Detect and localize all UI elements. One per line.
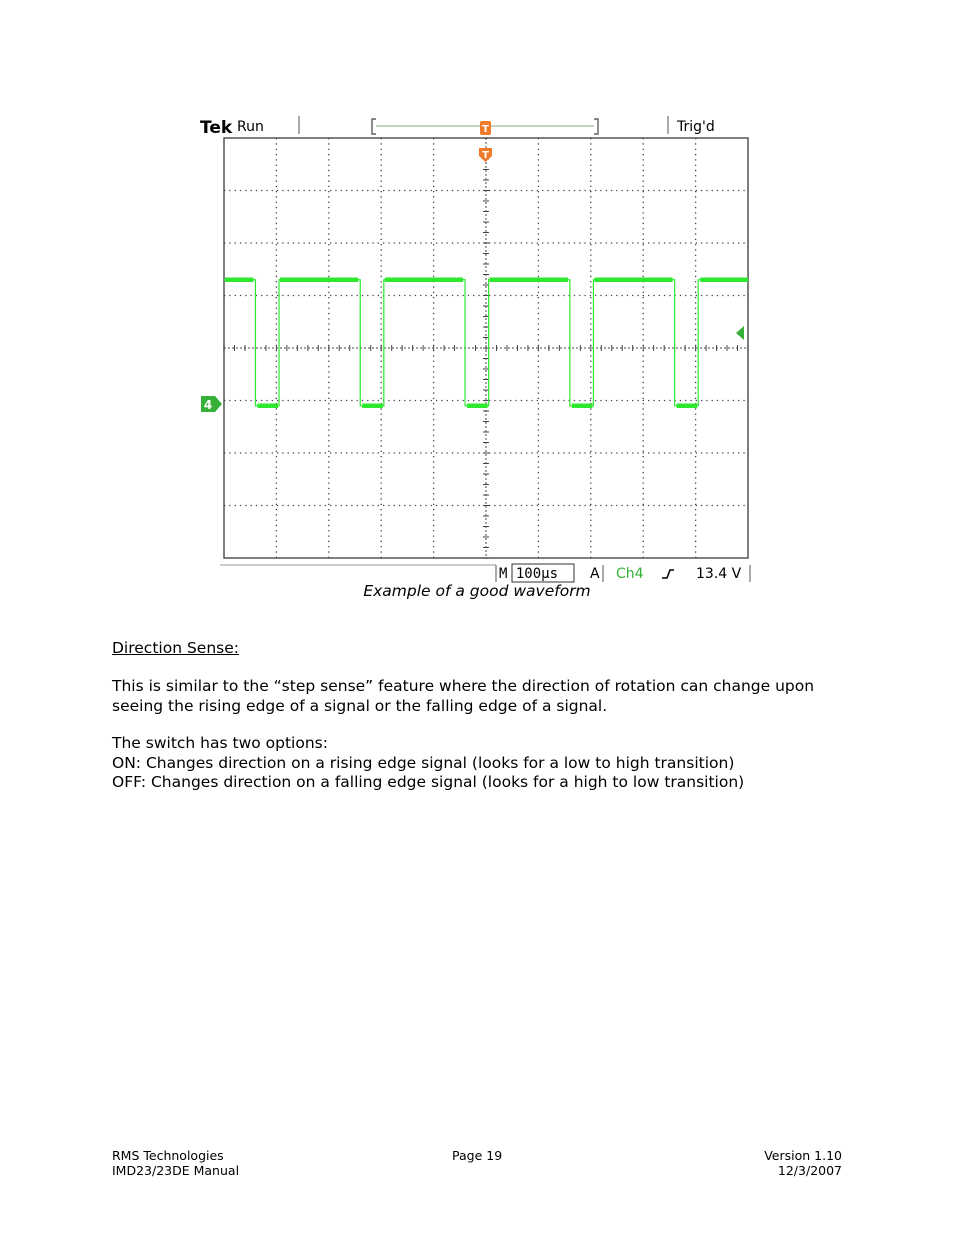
trigger-channel: Ch4 bbox=[616, 566, 644, 582]
footer-version: Version 1.10 bbox=[764, 1148, 842, 1163]
trigger-level: 13.4 V bbox=[696, 566, 742, 582]
footer-page-number: Page 19 bbox=[452, 1148, 503, 1163]
trigger-position-icon bbox=[480, 121, 491, 135]
record-bracket-left bbox=[372, 119, 376, 134]
bottom-status-bar bbox=[220, 564, 750, 582]
option-off: OFF: Changes direction on a falling edge signal (looks for a high to low transition) bbox=[112, 773, 745, 791]
run-status: Run bbox=[237, 119, 264, 135]
trigger-status: Trig'd bbox=[677, 119, 715, 135]
rising-edge-icon bbox=[662, 570, 674, 578]
trigger-mode: A bbox=[590, 566, 600, 582]
channel-4-marker-icon bbox=[201, 396, 222, 412]
section-paragraph bbox=[112, 677, 872, 716]
options-intro: The switch has two options: bbox=[112, 734, 328, 752]
paragraph-line: seeing the rising edge of a signal or the falling edge of a signal. bbox=[112, 696, 608, 715]
figure-caption: Example of a good waveform bbox=[363, 582, 591, 600]
oscilloscope-display bbox=[196, 112, 756, 587]
footer-date: 12/3/2007 bbox=[777, 1163, 842, 1178]
brand-label: Tek bbox=[200, 118, 233, 138]
graticule-grid bbox=[224, 138, 748, 558]
channel-marker-label: 4 bbox=[203, 398, 213, 412]
paragraph-line: This is similar to the “step sense” feature where the direction of rotation can change upon bbox=[112, 677, 815, 695]
oscilloscope-screenshot bbox=[196, 112, 756, 587]
footer-manual: IMD23/23DE Manual bbox=[112, 1163, 240, 1178]
footer-left bbox=[112, 1148, 239, 1178]
trigger-marker-top: T bbox=[482, 124, 489, 135]
footer-company: RMS Technologies bbox=[112, 1148, 224, 1163]
section-heading: Direction Sense: bbox=[112, 639, 239, 657]
trigger-marker-label: T bbox=[482, 150, 489, 161]
option-on: ON: Changes direction on a rising edge signal (looks for a low to high transition) bbox=[112, 753, 735, 772]
timebase-readout: M 100µs bbox=[499, 566, 559, 582]
footer-right bbox=[764, 1148, 842, 1178]
record-bracket-right bbox=[594, 119, 598, 134]
switch-options bbox=[112, 734, 872, 793]
